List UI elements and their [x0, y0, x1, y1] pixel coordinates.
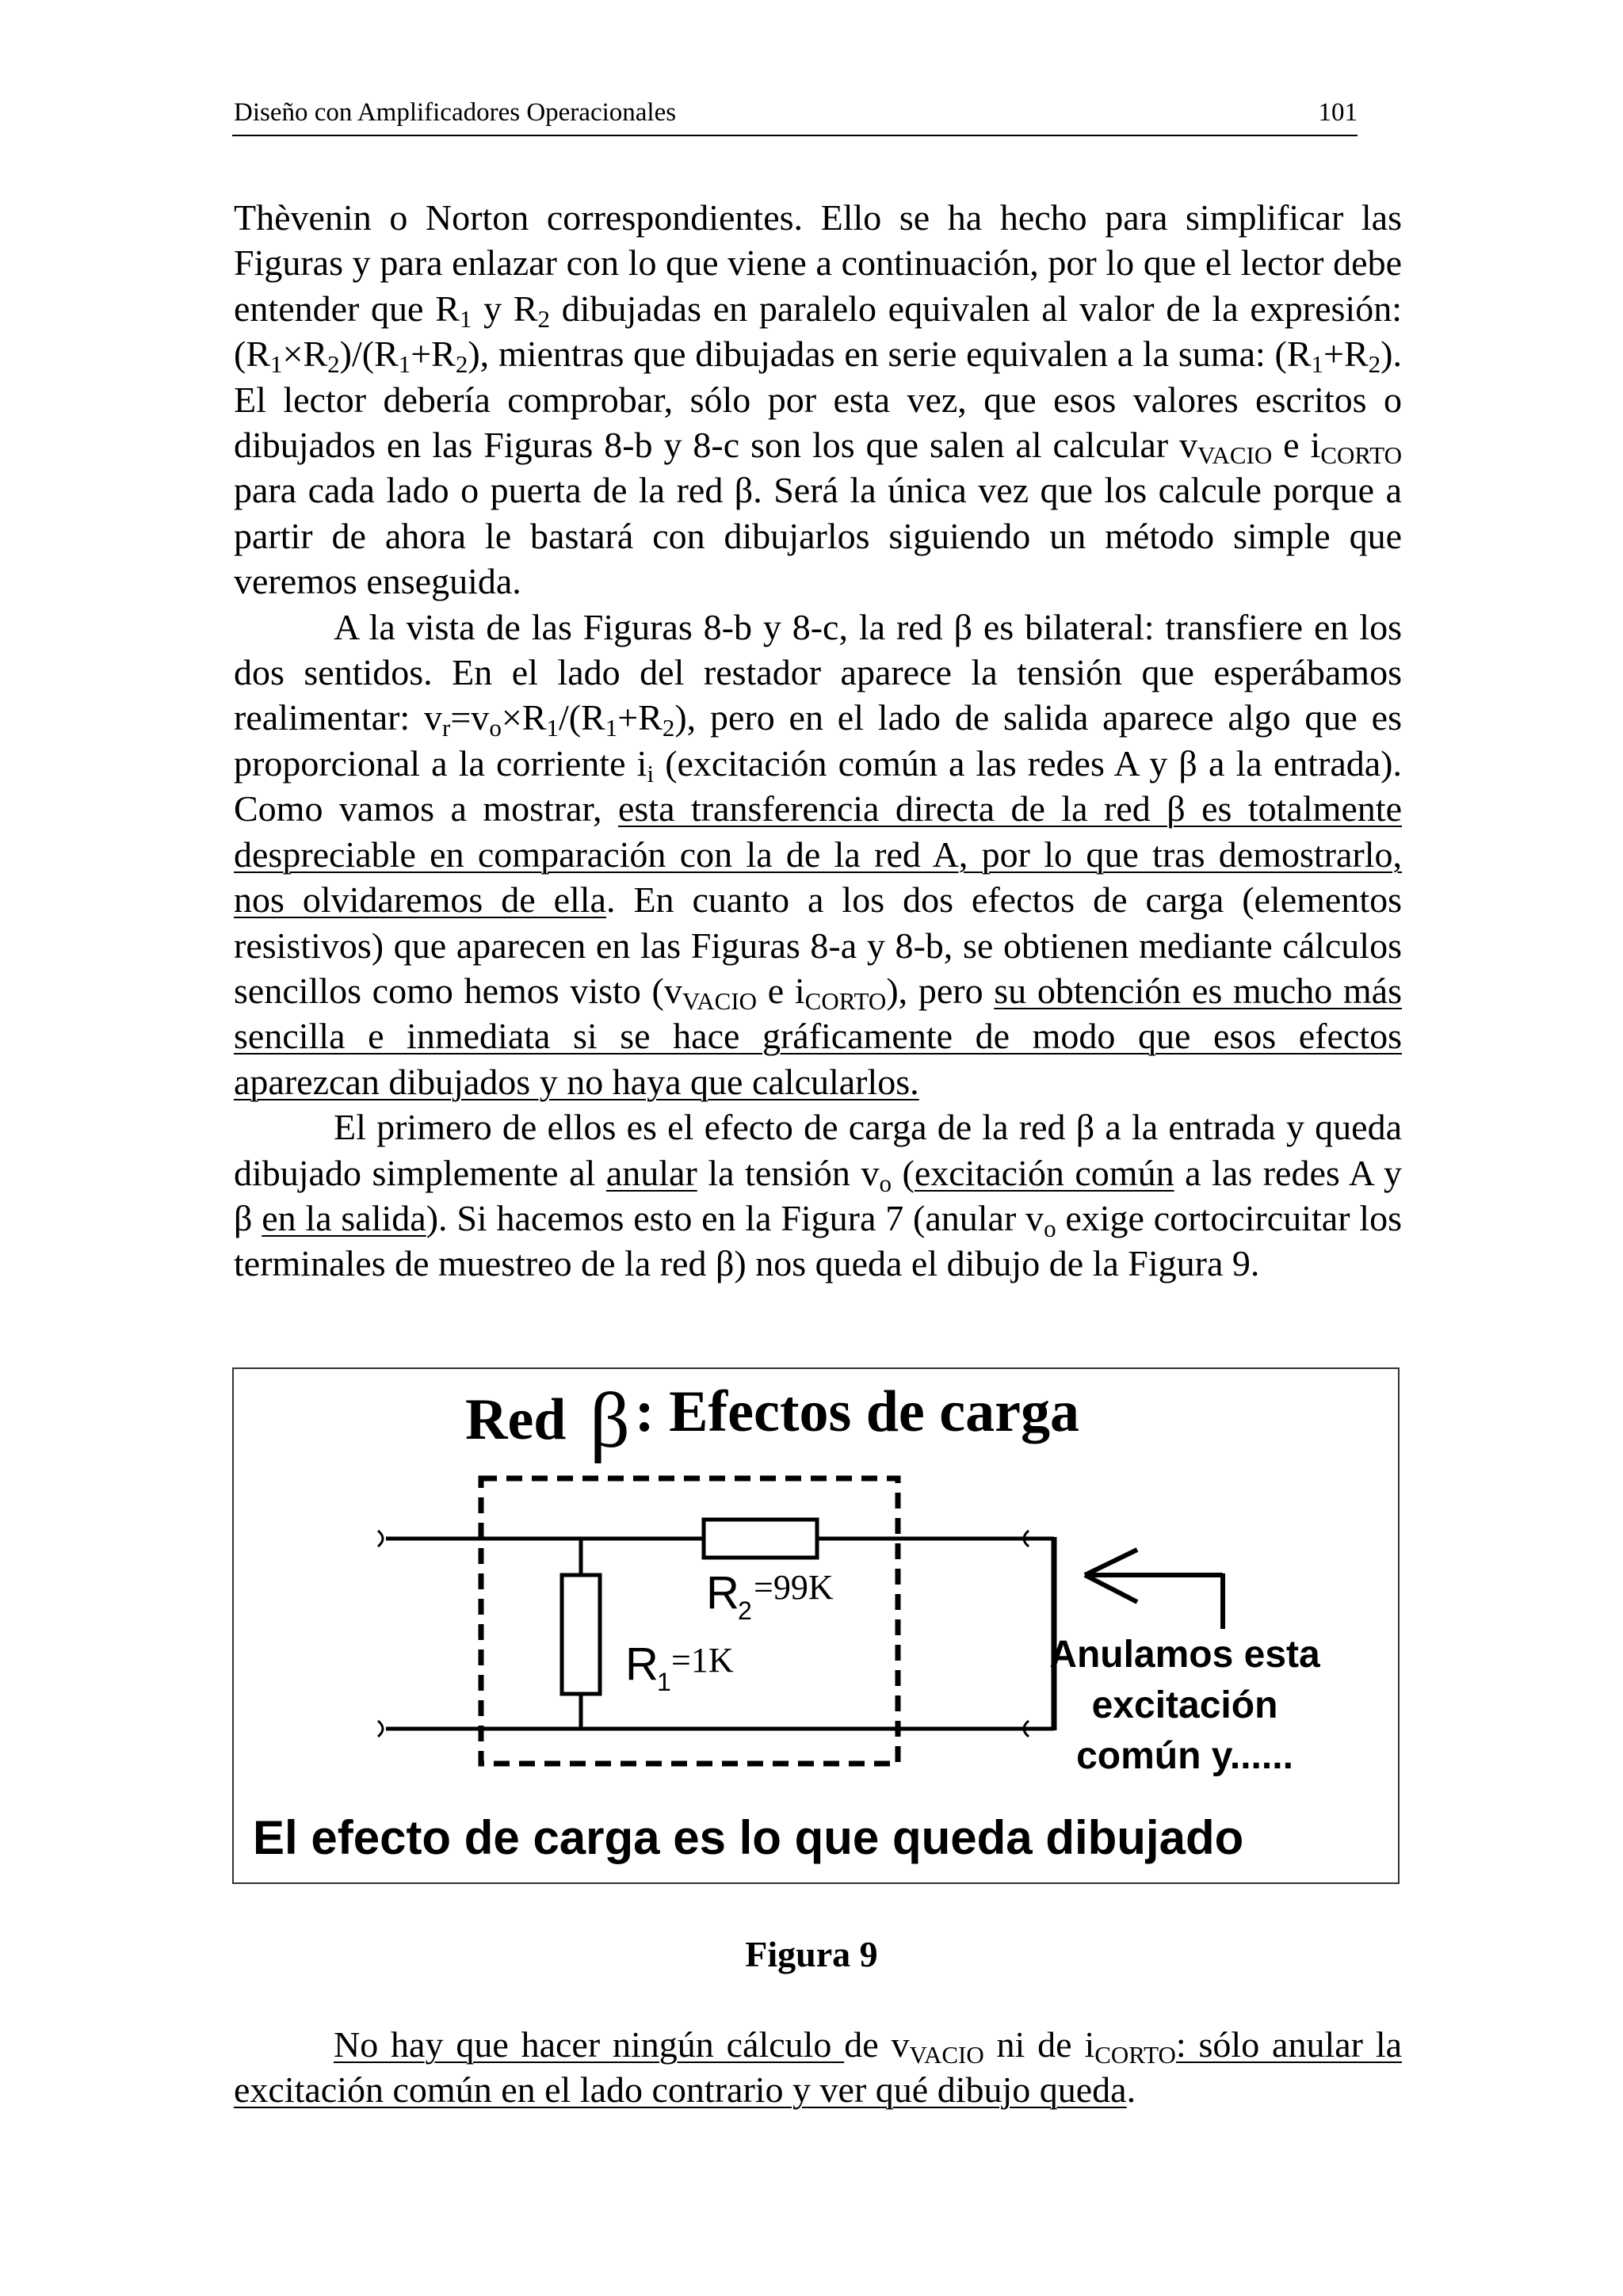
figure-bottom-text: El efecto de carga es lo que queda dibujado — [253, 1811, 1244, 1864]
page-header — [232, 95, 1358, 136]
circuit-diagram — [234, 1369, 1401, 1886]
underlined-statement: esta transferencia directa de la red β es totalmente despreciable en comparación con la de la red A, por lo que tras demostrarlo, nos olvidaremos de ella — [234, 788, 1403, 921]
closing-paragraph: No hay que hacer ningún cálculo de $v_{VACIO}$ ni de $i_{CORTO}$: sólo anular la excitación común en el lado contrario y ver qué dibujo queda. — [234, 2024, 1403, 2110]
figure-title-text: : Efectos de carga — [635, 1379, 1079, 1444]
r2-value: =99K — [754, 1568, 834, 1607]
r1-label: R — [625, 1638, 659, 1690]
beta-network-box — [481, 1478, 898, 1764]
figure-title-beta: β — [590, 1376, 630, 1464]
figure-9 — [232, 1367, 1400, 1884]
running-title: Diseño con Amplificadores Operacionales — [234, 98, 677, 127]
r1-value: =1K — [671, 1641, 734, 1680]
resistor-r1 — [562, 1575, 600, 1694]
note-line-1: Anulamos esta — [1049, 1634, 1320, 1676]
page-number: 101 — [1318, 98, 1358, 127]
paragraph-3: El primero de ellos es el efecto de carga de la red β a la entrada y queda dibujado simplemente al anular la tensión $v_o$ (excitación común a las redes A y β en la salida). Si hacemos esto en la Figura 7 (anular $v_o$ exige cortocircuitar los terminales de muestreo de la red β) nos queda el dibujo de la Figura 9. — [234, 1107, 1402, 1284]
resistor-r2 — [704, 1520, 817, 1558]
r2-subscript: 2 — [738, 1596, 752, 1625]
figure-title-red: Red — [465, 1387, 567, 1452]
r1-subscript: 1 — [657, 1668, 671, 1696]
left-bottom-terminal — [378, 1721, 383, 1737]
r2-label: R — [706, 1567, 739, 1619]
paragraph-1: Thèvenin o Norton correspondientes. Ello se ha hecho para simplificar las Figuras y para enlazar con lo que viene a continuación, por lo que el lector debe entender que $R_1$ y $R_2$ dibujadas en paralelo equivalen al valor de la expresión: $(R_1\times R_2)/(R_1+R_2)$, mientras que dibujadas en serie equivalen a la suma: $(R_1+R_2)$. El lector debería comprobar, sólo por esta vez, que esos valores escritos o dibujados en las Figuras 8-b y 8-c son los que salen al calcular $v_{VACIO}$ e $i_{CORTO}$ para cada lado o puerta de la red β. Será la única vez que los calcule porque a partir de ahora le bastará con dibujarlos siguiendo un método simple que veremos enseguida. — [234, 197, 1402, 602]
note-line-2: excitación — [1091, 1684, 1278, 1726]
arrow-icon — [1085, 1550, 1223, 1629]
underlined-statement: su obtención es mucho más sencilla e inmediata si se hace gráficamente de modo que esos efectos aparezcan dibujados y no haya que calcularlos. — [234, 970, 1402, 1102]
note-line-3: común y...... — [1076, 1735, 1293, 1777]
paragraph-2: A la vista de las Figuras 8-b y 8-c, la red β es bilateral: transfiere en los dos sentidos. En el lado del restador aparece la tensión que esperábamos realimentar: $v_r=v_o\times R_1/(R_1+R_2)$, pero en el lado de salida aparece algo que es proporcional a la corriente $i_i$ (excitación común a las redes A y β a la entrada). Como vamos a mostrar, esta transferencia directa de la red β es totalmente despreciable en comparación con la de la red A, por lo que tras demostrarlo, nos olvidaremos de ella. En cuanto a los dos efectos de carga (elementos resistivos) que aparecen en las Figuras 8-a y 8-b, se obtienen mediante cálculos sencillos como hemos visto ($v_{VACIO}$ e $i_{CORTO}$), pero su obtención es mucho más sencilla e inmediata si se hace gráficamente de modo que esos efectos aparezcan dibujados y no haya que calcularlos. — [234, 606, 1403, 1102]
body-text — [234, 195, 1402, 1287]
left-top-terminal — [378, 1531, 383, 1547]
figure-caption: Figura 9 — [745, 1934, 878, 1974]
